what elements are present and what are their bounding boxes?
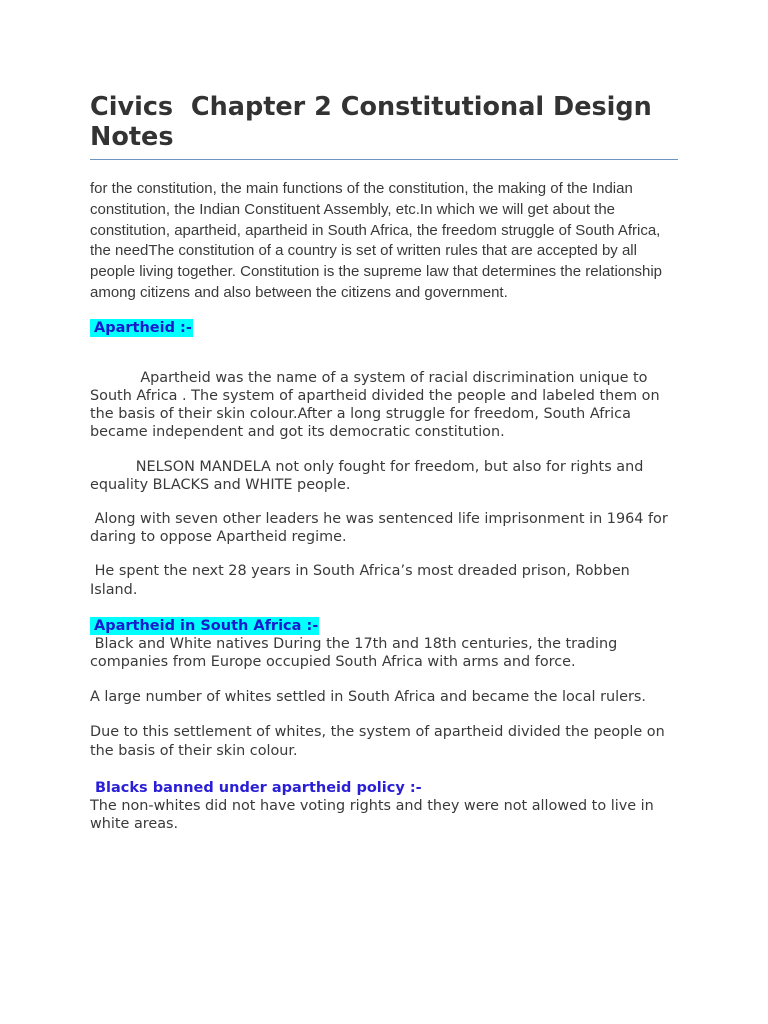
section-heading-apartheid-south-africa: Apartheid in South Africa :-	[90, 617, 319, 635]
paragraph: He spent the next 28 years in South Africa’s most dreaded prison, Robben Island.	[90, 563, 635, 598]
section-apartheid-south-africa	[90, 615, 678, 760]
section-blacks-banned	[90, 777, 678, 833]
paragraph: Black and White natives During the 17th and 18th centuries, the trading companies from Europe occupied South Africa with arms and force.	[90, 635, 622, 671]
paragraph: Due to this settlement of whites, the system of apartheid divided the people on the basis of their skin colour.	[90, 724, 670, 759]
paragraph: A large number of whites settled in South Africa and became the local rulers.	[90, 689, 646, 706]
section-apartheid	[90, 317, 678, 599]
page-title: Civics Chapter 2 Constitutional Design Notes	[90, 92, 661, 152]
title-divider	[90, 159, 678, 160]
paragraph: Apartheid was the name of a system of racial discrimination unique to South Africa . The system of apartheid divided the people and labeled them on the basis of their skin colour.After a long struggle for freedom, South Africa became independent and got its democratic constitution.	[90, 369, 665, 441]
section-heading-blacks-banned: Blacks banned under apartheid policy :-	[95, 779, 422, 796]
document-page	[90, 92, 678, 833]
paragraph: Along with seven other leaders he was sentenced life imprisonment in 1964 for daring to oppose Apartheid regime.	[90, 511, 673, 546]
intro-paragraph: for the constitution, the main functions of the constitution, the making of the Indian constitution, the Indian Constituent Assembly, etc.In which we will get about the constitution, apartheid, apartheid in South Africa, the freedom struggle of South Africa, the needThe constitution of a country is set of written rules that are accepted by all people living together. Constitution is the supreme law that determines the relationship among citizens and also between the citizens and government.	[90, 180, 662, 301]
section-heading-apartheid: Apartheid :-	[90, 319, 193, 337]
paragraph: The non-whites did not have voting rights and they were not allowed to live in white areas.	[90, 797, 659, 833]
paragraph: NELSON MANDELA not only fought for freedom, but also for rights and equality BLACKS and WHITE people.	[90, 458, 648, 493]
